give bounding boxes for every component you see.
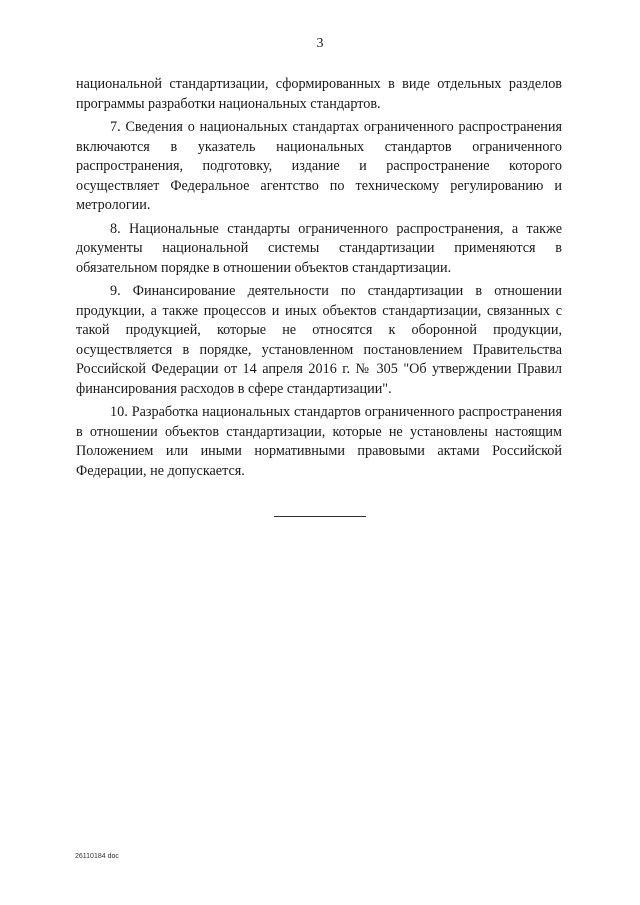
- paragraph-10: 10. Разработка национальных стандартов ограниченного распространения в отношении объектов стандартизации, которые не установлены настоящим Положением или иными нормативными правовыми актами Российской Федерации, не допускается.: [76, 404, 562, 479]
- footer-document-code: 26110184 doc: [75, 853, 119, 860]
- page-number: 3: [316, 36, 324, 51]
- document-body: [76, 75, 562, 485]
- paragraph-8: 8. Национальные стандарты ограниченного распространения, а также документы национальной системы стандартизации применяются в обязательном порядке в отношении объектов стандартизации.: [76, 220, 562, 276]
- paragraph-9: 9. Финансирование деятельности по стандартизации в отношении продукции, а также процессов и иных объектов стандартизации, связанных с такой продукцией, которые не относятся к оборонной продукции, осуществляется в порядке, установленном постановлением Правительства Российской Федерации от 14 апреля 2016 г. № 305 "Об утверждении Правил финансирования расходов в сфере стандартизации".: [76, 283, 562, 397]
- paragraph-continuation: национальной стандартизации, сформированных в виде отдельных разделов программы разработки национальных стандартов.: [76, 76, 562, 112]
- paragraph-7: 7. Сведения о национальных стандартах ограниченного распространения включаются в указатель национальных стандартов ограниченного распространения, подготовку, издание и распространение которого осуществляет Федеральное агентство по техническому регулированию и метрологии.: [76, 119, 562, 213]
- end-divider: [274, 516, 366, 517]
